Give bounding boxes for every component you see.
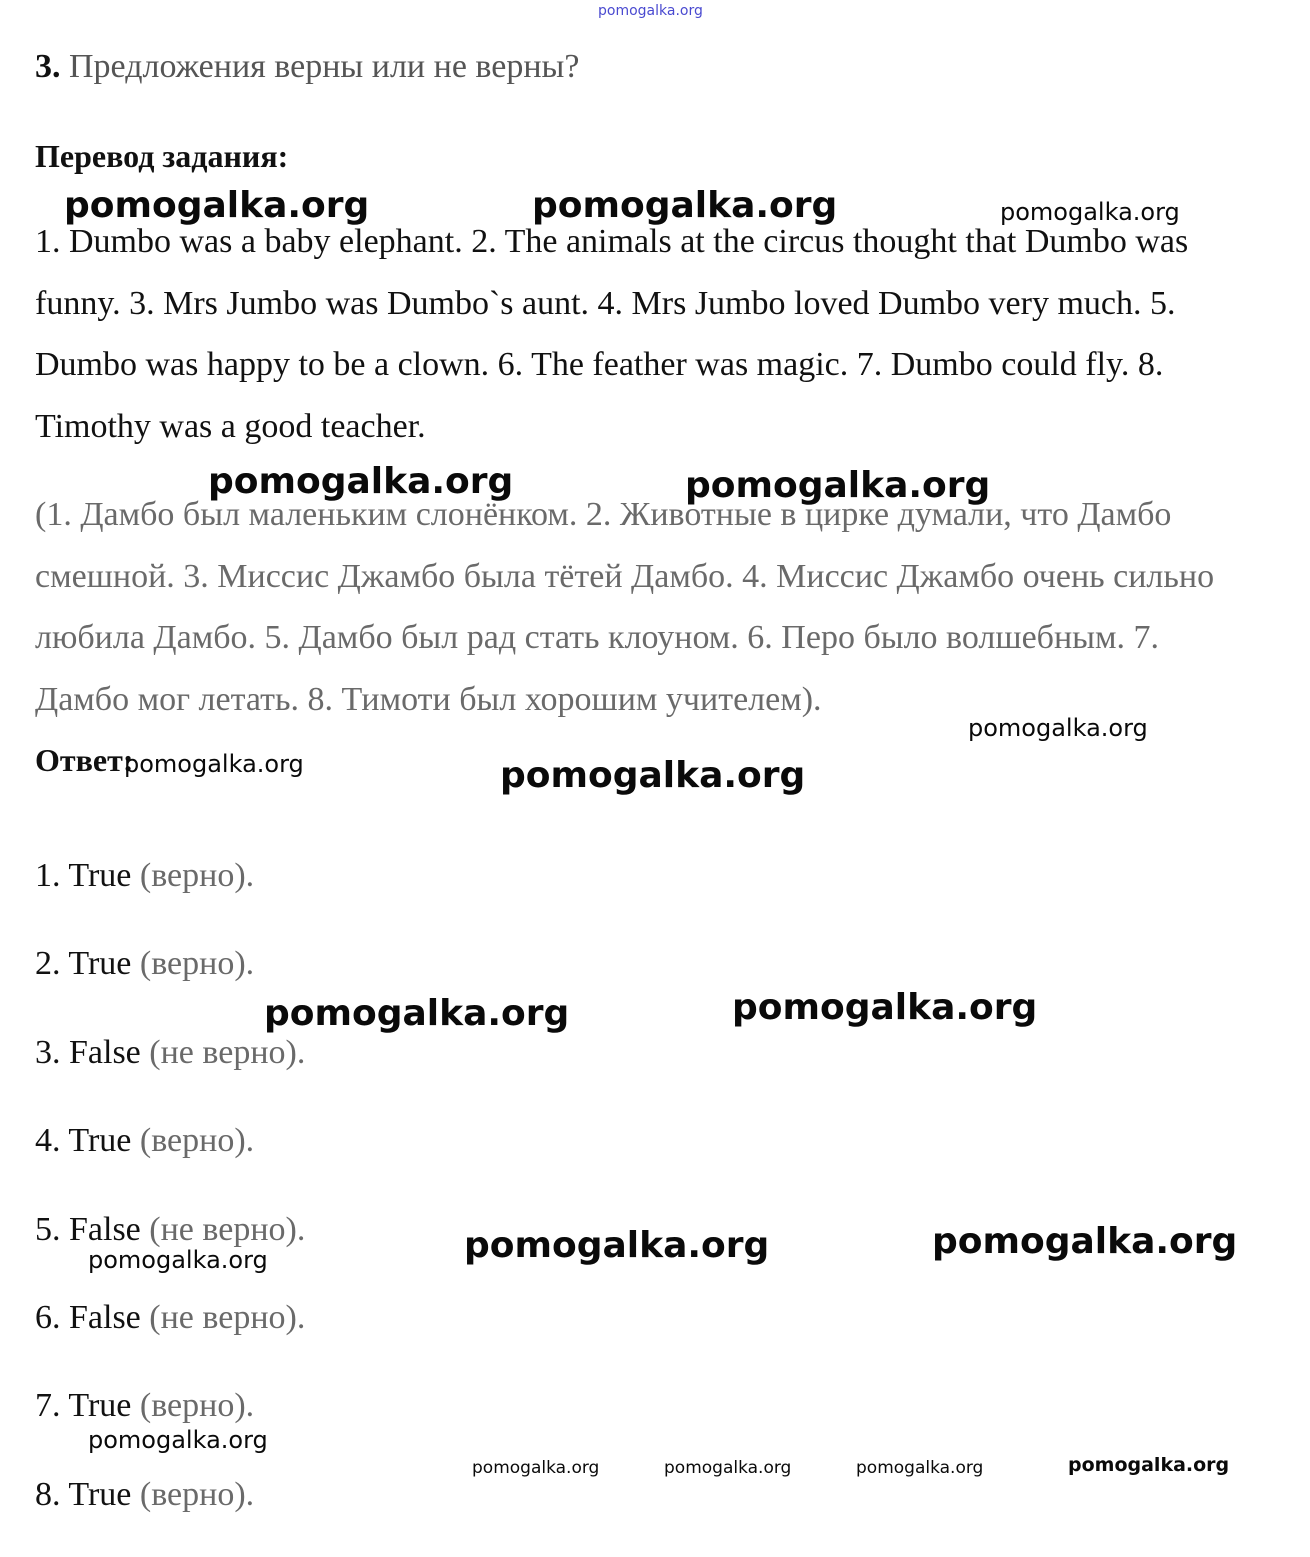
watermark: pomogalka.org	[685, 465, 991, 506]
watermark: pomogalka.org	[500, 755, 806, 796]
watermark: pomogalka.org	[968, 714, 1148, 742]
watermark: pomogalka.org	[856, 1458, 984, 1478]
answer-item: 8. True (верно).	[35, 1475, 255, 1513]
watermark: pomogalka.org	[532, 185, 838, 226]
task-number: 3.	[35, 48, 61, 85]
watermark: pomogalka.org	[1000, 198, 1180, 226]
answer-item: 4. True (верно).	[35, 1122, 255, 1160]
answer-item: 1. True (верно).	[35, 857, 255, 894]
watermark: pomogalka.org	[1068, 1454, 1230, 1476]
task-heading	[35, 48, 579, 86]
answer-list	[35, 850, 305, 1557]
watermark: pomogalka.org	[88, 1246, 268, 1274]
answer-heading: Ответ:	[35, 742, 134, 778]
watermark: pomogalka.org	[598, 3, 703, 19]
translation-heading: Перевод задания:	[35, 138, 289, 174]
answer-item: 2. True (верно).	[35, 945, 255, 983]
answer-item: 5. False (не верно).	[35, 1210, 306, 1248]
watermark: pomogalka.org	[264, 993, 570, 1034]
watermark: pomogalka.org	[208, 461, 514, 502]
answer-item: 6. False (не верно).	[35, 1298, 306, 1336]
watermark: pomogalka.org	[664, 1458, 792, 1478]
answer-item: 3. False (не верно).	[35, 1033, 306, 1071]
watermark: pomogalka.org	[64, 185, 370, 226]
task-title: Предложения верны или не верны?	[69, 48, 580, 85]
watermark: pomogalka.org	[732, 987, 1038, 1028]
russian-statements: (1. Дамбо был маленьким слонёнком. 2. Животные в цирке думали, что Дамбо смешной. 3. Миссис Джамбо была тётей Дамбо. 4. Миссис Джамбо очень сильно любила Дамбо. 5. Дамбо был рад стать клоуном. 6. Перо было волшебным. 7. Дамбо мог летать. 8. Тимоти был хорошим учителем).	[35, 496, 1215, 718]
watermark: pomogalka.org	[88, 1426, 268, 1454]
watermark: pomogalka.org	[932, 1221, 1238, 1262]
watermark: pomogalka.org	[472, 1458, 600, 1478]
watermark: pomogalka.org	[124, 750, 304, 778]
english-statements: 1. Dumbo was a baby elephant. 2. The animals at the circus thought that Dumbo was funny. 3. Mrs Jumbo was Dumbo`s aunt. 4. Mrs Jumbo loved Dumbo very much. 5. Dumbo was happy to be a clown. 6. The feather was magic. 7. Dumbo could fly. 8. Timothy was a good teacher.	[35, 223, 1189, 445]
answer-item: 7. True (верно).	[35, 1387, 255, 1425]
watermark: pomogalka.org	[464, 1225, 770, 1266]
